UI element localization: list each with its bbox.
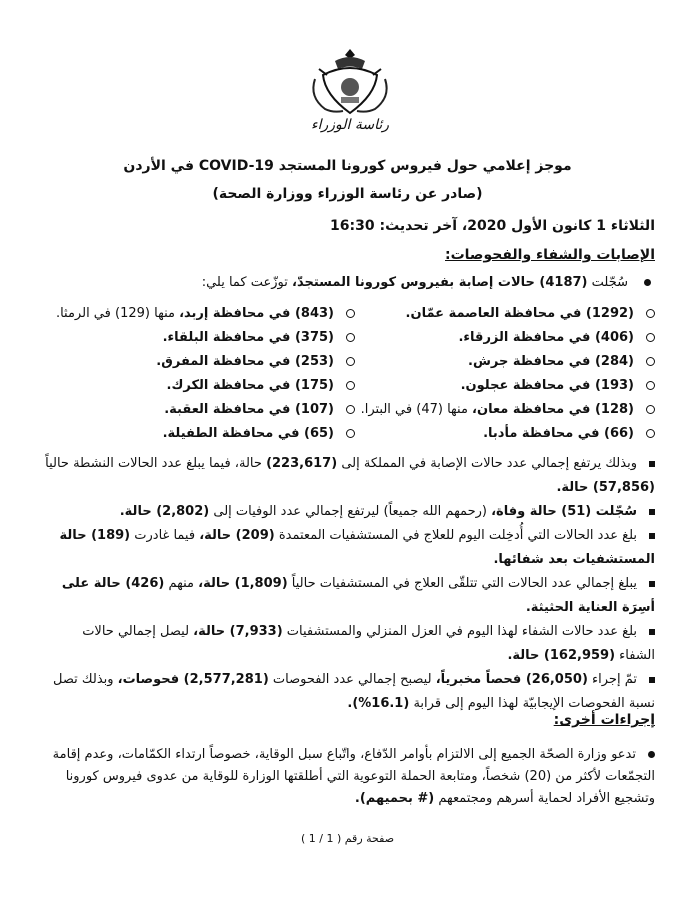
intro-post: توزّعت كما يلي: xyxy=(201,275,293,290)
circle-bullet-icon xyxy=(646,405,655,414)
paragraph-deaths: سُجّلت (51) حالة وفاة، (رحمهم الله جميعاً) ليرتفع إجمالي عدد الوفيات إلى (2,802) حالة. xyxy=(45,500,655,524)
circle-bullet-icon xyxy=(346,429,355,438)
intro-bold: (4187) حالات إصابة بفيروس كورونا المستجدّ، xyxy=(292,275,588,290)
circle-bullet-icon xyxy=(646,333,655,342)
list-item: (284) في محافظة جرش. xyxy=(355,353,655,370)
square-bullet-icon xyxy=(649,461,655,467)
paragraph-total-cases: وبذلك يرتفع إجمالي عدد حالات الإصابة في المملكة إلى (223,617) حالة، فيما يبلغ عدد الحالات النشطة حالياً (57,856) حالة. xyxy=(45,456,655,495)
circle-bullet-icon xyxy=(646,429,655,438)
square-bullet-icon xyxy=(649,629,655,635)
document-subtitle: (صادر عن رئاسة الوزراء ووزارة الصحة) xyxy=(212,186,483,202)
list-item: (253) في محافظة المفرق. xyxy=(35,353,355,370)
emblem-caption: رئاسة الوزراء xyxy=(311,117,389,133)
square-bullet-icon xyxy=(649,677,655,683)
jordan-coat-of-arms xyxy=(305,45,395,145)
dateline: الثلاثاء 1 كانون الأول 2020، آخر تحديث: 16:30 xyxy=(330,218,655,234)
circle-bullet-icon xyxy=(346,357,355,366)
section-heading-cases: الإصابات والشفاء والفحوصات: xyxy=(445,247,655,263)
governorate-list xyxy=(35,305,655,442)
list-item: (65) في محافظة الطفيلة. xyxy=(35,425,355,442)
list-item: (375) في محافظة البلقاء. xyxy=(35,329,355,346)
page-number: صفحة رقم ( 1 / 1 ) xyxy=(300,832,395,845)
list-item: (406) في محافظة الزرقاء. xyxy=(355,329,655,346)
list-item: (66) في محافظة مأدبا. xyxy=(355,425,655,442)
list-item: (107) في محافظة العقبة. xyxy=(35,401,355,418)
circle-bullet-icon xyxy=(646,357,655,366)
paragraph-other-measures: تدعو وزارة الصحّة الجميع إلى الالتزام بأوامر الدّفاع، واتّباع سبل الوقاية، خصوصاً ارتداء الكمّامات، وعدم إقامة التجمّعات لأكثر من (20) شخصاً، ومتابعة الحملة التوعوية التي أطلقتها الوزارة للوقاية من عدوى فيروس كورونا وتشجيع الأفراد لحماية أسرهم ومجتمعهم (# بحميهم). xyxy=(52,747,655,806)
bullet-icon xyxy=(644,279,651,286)
square-bullet-icon xyxy=(649,581,655,587)
square-bullet-icon xyxy=(649,533,655,539)
list-item: (175) في محافظة الكرك. xyxy=(35,377,355,394)
list-item: (193) في محافظة عجلون. xyxy=(355,377,655,394)
paragraph-recoveries: بلغ عدد حالات الشفاء لهذا اليوم في العزل المنزلي والمستشفيات (7,933) حالة، ليصل إجمالي حالات الشفاء (162,959) حالة. xyxy=(82,624,655,663)
bullet-icon xyxy=(648,751,655,758)
document-title: موجز إعلامي حول فيروس كورونا المستجد COVID-19 في الأردن xyxy=(123,158,572,174)
paragraph-hospital-admissions: بلغ عدد الحالات التي أُدخِلت اليوم للعلاج في المستشفيات المعتمدة (209) حالة، فيما غادرت (189) حالة المستشفيات بعد شفائها. xyxy=(59,528,655,567)
circle-bullet-icon xyxy=(646,309,655,318)
circle-bullet-icon xyxy=(346,333,355,342)
intro-line xyxy=(202,275,651,290)
circle-bullet-icon xyxy=(346,381,355,390)
list-item: (1292) في محافظة العاصمة عمّان. xyxy=(355,305,655,322)
intro-pre: سُجّلت xyxy=(587,275,628,290)
circle-bullet-icon xyxy=(346,309,355,318)
list-item: (843) في محافظة إربد، منها (129) في الرمثا. xyxy=(35,305,355,322)
paragraph-hospitalized: يبلغ إجمالي عدد الحالات التي تتلقّى العلاج في المستشفيات حالياً (1,809) حالة، منهم (426) حالة على أسِرَة العناية الحثيثة. xyxy=(61,576,655,615)
circle-bullet-icon xyxy=(346,405,355,414)
crown-eagle-icon xyxy=(305,45,395,117)
section-heading-other-measures: إجراءات أخرى: xyxy=(553,712,655,728)
square-bullet-icon xyxy=(649,509,655,515)
paragraph-tests: تمّ إجراء (26,050) فحصاً مخبرياً، ليصبح إجمالي عدد الفحوصات (2,577,281) فحوصات، وبذلك تصل نسبة الفحوصات الإيجابيّة لهذا اليوم إلى قرابة (16.1%). xyxy=(53,672,655,711)
list-item: (128) في محافظة معان، منها (47) في البترا. xyxy=(355,401,655,418)
circle-bullet-icon xyxy=(646,381,655,390)
